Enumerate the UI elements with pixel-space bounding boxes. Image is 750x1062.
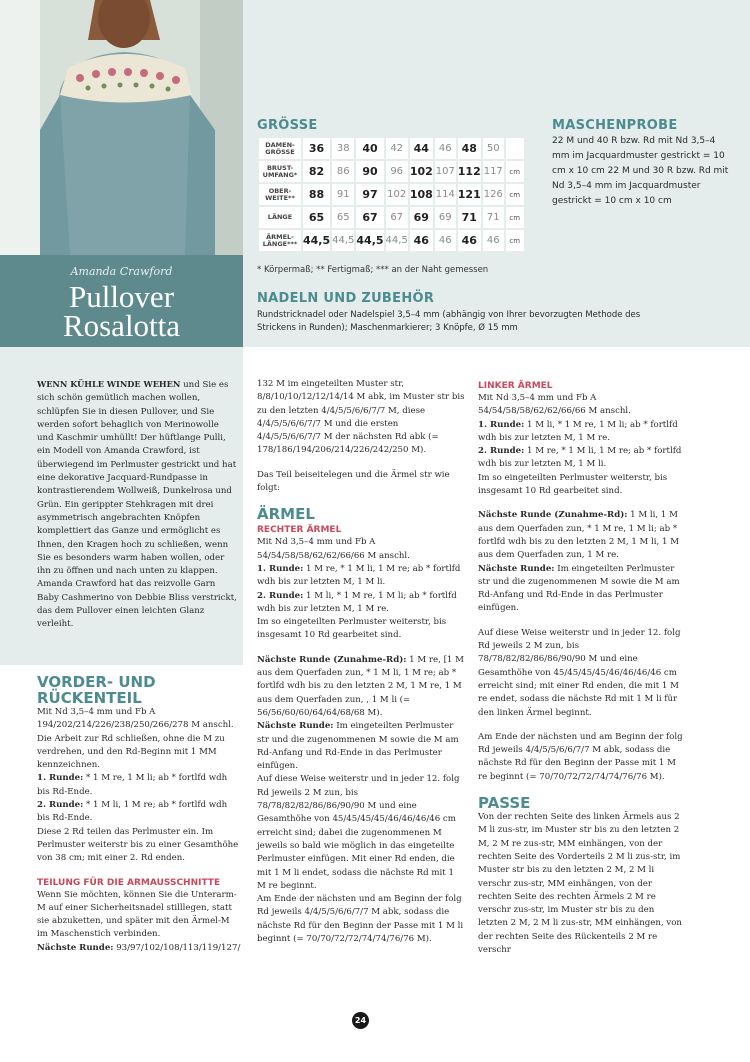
size-cell: 48: [458, 138, 481, 159]
yoke-text: Von der rechten Seite des linken Ärmels aus 2 M li zus-str, im Muster str bis zu den letzten 2 M, 2 M re zus-str, MM einhängen, von der rechten Seite des Vorderteils 2 M li zus-str, im Muster str bis zu den letzten 2 M, 2 M li verschr zus-str, MM einhängen, von der rechten Seite des rechten Ärmels 2 M re verschr zus-str, im Muster str bis zu den letzten 2 M, 2 M li zus-str, MM einhängen, von der rechten Seite des Rückenteils 2 M re verschr: [478, 812, 682, 955]
size-cell: 102: [410, 161, 433, 182]
rs-castOn: Mit Nd 3,5–4 mm und Fb A 54/54/58/58/62/62/66/66 M anschl.: [257, 537, 410, 561]
body-join: Die Arbeit zur Rd schließen, ohne die M zu verdrehen, und den Rd-Beginn mit 1 MM kennzeichnen.: [37, 733, 225, 771]
size-cell: 67: [386, 207, 408, 228]
size-cell: 67: [356, 207, 383, 228]
round-text: 1 M li, 1 M aus dem Querfaden zun, * 1 M re, 1 M li; ab * fortlfd wdh bis zu den letzten 2 M, 1 M li, 1 M aus dem Querfaden zun, 1 M re.: [478, 510, 680, 561]
size-cell: 121: [458, 184, 481, 205]
size-cell: 126: [483, 184, 504, 205]
size-cell: 65: [332, 207, 354, 228]
intro-lead: WENN KÜHLE WINDE WEHEN: [37, 379, 181, 389]
armhole-text: Wenn Sie möchten, können Sie die Unterarm-M auf einer Sicherheitsnadel stilllegen, statt sie abzuketten, und später mit den Ärmel-M im Maschenstich verbinden.: [37, 889, 237, 940]
round-label: 2. Runde:: [478, 446, 525, 457]
body-round1: [37, 772, 242, 799]
rs-rounds10: Im so eingeteilten Perlmuster weiterstr, bis insgesamt 10 Rd gearbeitet sind.: [257, 617, 447, 641]
round-text: Im eingeteilten Perlmuster str und die zugenommenen M sowie die M am Rd-Anfang und Rd-Ende in das Perlmuster einfügen.: [478, 563, 680, 614]
ls-rounds10: Im so eingeteilten Perlmuster weiterstr, bis insgesamt 10 Rd gearbeitet sind.: [478, 472, 668, 497]
size-cell: 44,5: [386, 230, 408, 251]
size-cell: 69: [410, 207, 433, 228]
gauge-text: 22 M und 40 R bzw. Rd mit Nd 3,5–4 mm im Jacquardmuster gestrickt = 10 cm x 10 cm 22 M und 30 R bzw. Rd mit Nd 3,5–4 mm im Jacquardmuster gestrickt = 10 cm x 10 cm: [552, 136, 729, 206]
size-cell: 36: [303, 138, 330, 159]
ls-round2: [478, 445, 686, 472]
intro-text: [37, 378, 237, 632]
size-row: [259, 230, 524, 251]
round-text: 93/97/102/108/113/119/127/: [113, 942, 241, 953]
size-cell: 44,5: [303, 230, 330, 251]
size-row: [259, 138, 524, 159]
size-cell: 46: [483, 230, 504, 251]
armhole-next: [37, 942, 242, 955]
rs-bindoff: Am Ende der nächsten und am Beginn der folg Rd jeweils 4/4/5/5/6/6/7/7 M abk, sodass die nächste Rd für den Beginn der Passe mit 1 M li beginnt (= 70/70/72/72/74/74/76/76 M).: [257, 894, 464, 944]
size-footnote: * Körpermaß; ** Fertigmaß; *** an der Naht gemessen: [257, 265, 489, 275]
round-label: Nächste Runde:: [257, 721, 334, 732]
round-text: 1 M li, * 1 M re, 1 M li; ab * fortlfd wdh bis zur letzten M, 1 M re.: [478, 419, 678, 443]
round-label: 2. Runde:: [37, 800, 84, 811]
round-label: 1. Runde:: [478, 419, 525, 430]
armhole-cont: 132 M im eingeteilten Muster str, 8/8/10/10/12/12/14/14 M abk, im Muster str bis zu den letzten 4/4/5/5/6/6/7/7 M, diese 4/4/5/5/6/6/7/7 M und die ersten 4/4/5/5/6/6/7/7 M der nächsten Rd abk (= 178/186/194/206/214/226/242/250 M).: [257, 379, 465, 456]
size-cell: 38: [332, 138, 354, 159]
size-cell: 44: [410, 138, 433, 159]
size-cell: 46: [435, 138, 456, 159]
pattern-title-line1: Pullover: [68, 279, 175, 314]
left-sleeve-subheading: LINKER ÄRMEL: [478, 381, 553, 391]
set-aside: Das Teil beiseitelegen und die Ärmel str wie folgt:: [257, 469, 450, 494]
size-row: [259, 207, 524, 228]
round-label: 2. Runde:: [257, 590, 304, 601]
size-table: [257, 136, 526, 253]
needles-heading: NADELN UND ZUBEHÖR: [257, 291, 435, 306]
size-cell: 96: [386, 161, 408, 182]
round-text: * 1 M re, 1 M li; ab * fortlfd wdh bis Rd-Ende.: [37, 773, 228, 797]
size-unit: [506, 138, 524, 159]
round-text: 1 M li, * 1 M re, 1 M li; ab * fortlfd wdh bis zur letzten M, 1 M re.: [257, 590, 457, 614]
round-text: * 1 M li, 1 M re; ab * fortlfd wdh bis Rd-Ende.: [37, 800, 228, 824]
size-row-label: BRUST-UMFANG*: [259, 161, 301, 182]
round-text: Im eingeteilten Perlmuster str und die zugenommenen M sowie die M am Rd-Anfang und Rd-Ende in das Perlmuster einfügen.: [257, 721, 459, 772]
body-castOn: Mit Nd 3,5–4 mm und Fb A 194/202/214/226/238/250/266/278 M anschl.: [37, 707, 234, 731]
gauge-heading: MASCHENPROBE: [552, 118, 678, 133]
rs-next: [257, 720, 465, 773]
size-cell: 50: [483, 138, 504, 159]
column-body: [37, 674, 242, 955]
section-heading-body: VORDER- UND RÜCKENTEIL: [37, 673, 156, 707]
ls-castOn: Mit Nd 3,5–4 mm und Fb A 54/54/58/58/62/62/66/66 M anschl.: [478, 393, 631, 417]
body-round2: [37, 799, 242, 826]
round-label: Nächste Runde:: [37, 942, 114, 953]
needles-text: Rundstricknadel oder Nadelspiel 3,5–4 mm (abhängig von Ihrer bevorzugten Methode des Strickens in Runden); Maschenmarkierer; 3 Knöpfe, Ø 15 mm: [257, 310, 641, 333]
size-cell: 86: [332, 161, 354, 182]
size-cell: 114: [435, 184, 456, 205]
rs-round2: [257, 590, 465, 617]
author-name: Amanda Crawford: [70, 265, 173, 278]
size-cell: 112: [458, 161, 481, 182]
size-unit: cm: [506, 207, 524, 228]
sizes-heading: GRÖSSE: [257, 118, 318, 133]
size-cell: 108: [410, 184, 433, 205]
round-text: 1 M re, * 1 M li, 1 M re; ab * fortlfd wdh bis zur letzten M, 1 M li.: [257, 563, 461, 588]
size-cell: 44,5: [332, 230, 354, 251]
model-photo: [0, 0, 243, 255]
section-heading-sleeves: ÄRMEL: [257, 505, 315, 524]
ls-continue: Auf diese Weise weiterstr und in jeder 12. folg Rd jeweils 2 M zun, bis 78/78/82/82/86/86/90/90 M und eine Gesamthöhe von 45/45/45/45/46/46/46/46 cm erreicht sind; mit einer Rd enden, die mit 1 M re endet, sodass die nächste Rd mit 1 M li für den linken Ärmel beginnt.: [478, 627, 681, 718]
size-cell: 91: [332, 184, 354, 205]
size-cell: 107: [435, 161, 456, 182]
size-unit: cm: [506, 230, 524, 251]
round-text: 1 M re, * 1 M li, 1 M re; ab * fortlfd wdh bis zur letzten M, 1 M li.: [478, 446, 682, 470]
ls-increase: [478, 509, 686, 562]
size-cell: 71: [483, 207, 504, 228]
body-pattern: Diese 2 Rd teilen das Perlmuster ein. Im Perlmuster weiterstr bis zu einer Gesamthöhe von 38 cm; mit einer 2. Rd enden.: [37, 826, 239, 864]
size-cell: 117: [483, 161, 504, 182]
section-heading-yoke: PASSE: [478, 794, 531, 813]
size-row-label: LÄNGE: [259, 207, 301, 228]
size-row: [259, 184, 524, 205]
size-cell: 65: [303, 207, 330, 228]
title-box: [0, 255, 243, 347]
size-unit: cm: [506, 184, 524, 205]
round-label: 1. Runde:: [37, 773, 84, 784]
size-cell: 69: [435, 207, 456, 228]
ls-round1: [478, 419, 686, 446]
size-row-label: DAMEN-GRÖSSE: [259, 138, 301, 159]
size-cell: 42: [386, 138, 408, 159]
size-row: [259, 161, 524, 182]
round-text: 1 M re, [1 M aus dem Querfaden zun, * 1 M li, 1 M re; ab * fortlfd wdh bis zu den letzten 2 M, 1 M re, 1 M aus dem Querfaden zun, , 1 M li (= 56/56/60/60/64/64/68/68 M).: [257, 654, 464, 718]
round-label: Nächste Runde (Zunahme-Rd):: [478, 510, 628, 521]
rs-round1: [257, 563, 465, 590]
intro-body: und Sie es sich schön gemütlich machen wollen, schlüpfen Sie in diesen Pullover, und Sie werden sofort behaglich von Merinowolle und Kaschmir umhüllt! Der hüftlange Pulli, ein Modell von Amanda Crawford, ist überwiegend im Perlmuster gestrickt und hat eine dekorative Jacquard-Rundpasse in kontrastierendem Wollweiß, Dunkelrosa und Grün. Ein gerippter Stehkragen mit drei asymmetrisch angebrachten Knöpfen komplettiert das Ganze und ermöglicht es Ihnen, den Kragen hoch zu schließen, wenn Sie es besonders warm haben wollen, oder ihn zu öffnen und nach unten zu klappen. Amanda Crawford hat das reizvolle Garn Baby Cashmerino von Debbie Bliss verstrickt, das dem Pullover einen leichten Glanz verleiht.: [37, 380, 237, 630]
size-cell: 82: [303, 161, 330, 182]
size-cell: 90: [356, 161, 383, 182]
rs-increase: [257, 654, 465, 720]
size-cell: 44,5: [356, 230, 383, 251]
size-cell: 46: [435, 230, 456, 251]
right-sleeve-subheading: RECHTER ÄRMEL: [257, 525, 342, 536]
ls-bindoff: Am Ende der nächsten und am Beginn der folg Rd jeweils 4/4/5/5/6/6/7/7 M abk, sodass die nächste Rd für den Beginn der Passe mit 1 M re beginnt (= 70/70/72/72/74/74/76/76 M).: [478, 731, 683, 782]
ls-next: [478, 563, 686, 616]
round-label: Nächste Runde (Zunahme-Rd):: [257, 654, 407, 665]
column-middle: [257, 378, 465, 946]
rs-continue: Auf diese Weise weiterstr und in jeder 12. folg Rd jeweils 2 M zun, bis 78/78/82/82/86/86/90/90 M und eine Gesamthöhe von 45/45/45/45/46/46/46/46 cm erreicht sind; dabei die zugenommenen M jeweils so bald wie möglich in das eingeteilte Perlmuster einfügen. Mit einer Rd enden, die mit 1 M li endet, sodass die nächste Rd mit 1 M re beginnt.: [257, 774, 460, 891]
pattern-title-line2: Rosalotta: [62, 308, 181, 343]
size-row-label: ÄRMEL-LÄNGE***: [259, 230, 301, 251]
size-cell: 71: [458, 207, 481, 228]
size-cell: 102: [386, 184, 408, 205]
size-cell: 40: [356, 138, 383, 159]
armhole-subheading: TEILUNG FÜR DIE ARMAUSSCHNITTE: [37, 877, 221, 888]
size-cell: 97: [356, 184, 383, 205]
page-number: 24: [352, 1012, 369, 1029]
size-row-label: OBER-WEITE**: [259, 184, 301, 205]
size-unit: cm: [506, 161, 524, 182]
size-cell: 46: [458, 230, 481, 251]
size-cell: 46: [410, 230, 433, 251]
round-label: 1. Runde:: [257, 563, 304, 574]
column-right: [478, 378, 686, 957]
size-cell: 88: [303, 184, 330, 205]
round-label: Nächste Runde:: [478, 563, 555, 574]
